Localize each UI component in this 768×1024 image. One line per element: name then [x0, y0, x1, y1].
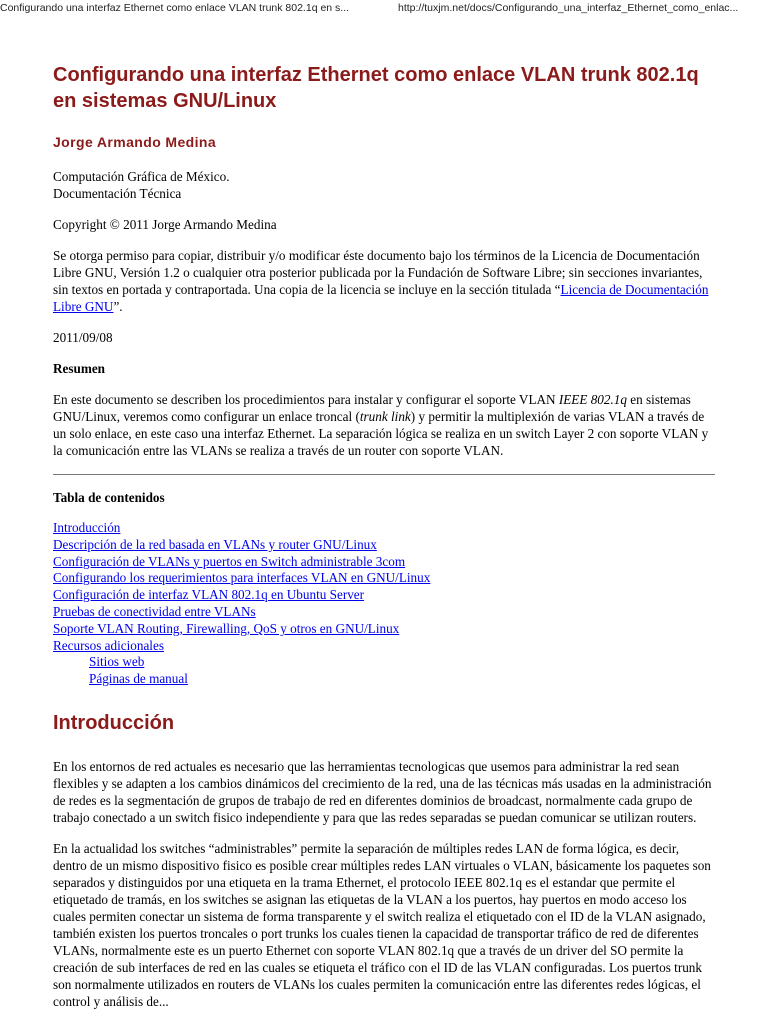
- document-date: 2011/09/08: [53, 330, 113, 345]
- abstract-paragraph: [53, 391, 715, 459]
- print-header: [0, 0, 768, 18]
- toc-link-descripcion-red[interactable]: Descripción de la red basada en VLANs y router GNU/Linux: [53, 536, 377, 552]
- toc-link-soporte-routing[interactable]: Soporte VLAN Routing, Firewalling, QoS y otros en GNU/Linux: [53, 620, 400, 636]
- table-of-contents: [53, 520, 715, 688]
- license-text: Se otorga permiso para copiar, distribuir y/o modificar éste documento bajo los términos de la Licencia de Documentación Libre GNU, Versión 1.2 o cualquier otra posterior publicada por la Fundación de Software Libre; sin secciones invariantes, sin textos en portada y contraportada. Una copia de la licencia se incluye en la sección titulada “: [53, 248, 703, 297]
- print-header-title: Configurando una interfaz Ethernet como enlace VLAN trunk 802.1q en s...: [0, 2, 350, 14]
- toc-link-requerimientos[interactable]: Configurando los requerimientos para interfaces VLAN en GNU/Linux: [53, 570, 431, 586]
- license-link[interactable]: Licencia de Documentación Libre GNU: [53, 282, 709, 314]
- abstract-text-3: ) y permitir la multiplexión de varias VLAN a través de un solo enlace, en este caso una interfaz Ethernet. La separación lógica se realiza en un switch Layer 2 con soporte VLAN y la comunicación entre las VLANs se realiza a través de un router con soporte VLAN.: [53, 409, 709, 458]
- affiliation: [53, 168, 715, 202]
- copyright: Copyright © 2011 Jorge Armando Medina: [53, 217, 277, 232]
- toc-link-pruebas[interactable]: Pruebas de conectividad entre VLANs: [53, 603, 256, 619]
- toc-link-interfaz-ubuntu[interactable]: Configuración de interfaz VLAN 802.1q en Ubuntu Server: [53, 587, 365, 603]
- toc-link-configuracion-switch[interactable]: Configuración de VLANs y puertos en Switch administrable 3com: [53, 553, 406, 569]
- toc-link-recursos[interactable]: Recursos adicionales: [53, 637, 164, 653]
- abstract-text-2: en sistemas GNU/Linux, veremos como configurar un enlace troncal (: [53, 392, 691, 424]
- toc-link-paginas-manual[interactable]: Páginas de manual: [89, 671, 188, 687]
- intro-paragraph-2: En la actualidad los switches “administrables” permite la separación de múltiples redes LAN de forma lógica, es decir, dentro de un mismo dispositivo fisico es posible crear múltiples redes LAN virtuales o VLAN, básicamente los paquetes son separados y distinguidos por una etiqueta en la trama Ethernet, el protocolo IEEE 802.1q es el estandar que permite el etiquetado de tramás, en los switches se asignan las etiquetas de la VLAN a los puertos, hay puertos en modo acceso los cuales permiten conectar un sistema de forma transparente y el switch realiza el etiquetado con el ID de la VLAN asignado, también existen los puertos troncales o port trunks los cuales tienen la capacidad de transportar tráfico de red de diferentes VLANs, normalmente este es un puerto Ethernet con soporte VLAN 802.1q que a través de un driver del SO permite la creación de sub interfaces de red en las cuales se etiqueta el tráfico con el ID de las VLAN configuradas. Los puertos trunk son normalmente utilizados en routers de VLANs los cuales permiten la comunicación entre las diferentes redes lógicas, el control y análisis de...: [53, 840, 711, 1009]
- affiliation-dept: Documentación Técnica: [53, 186, 182, 201]
- section-heading-introduccion: Introducción: [53, 711, 175, 734]
- document-title: Configurando una interfaz Ethernet como enlace VLAN trunk 802.1q en sistemas GNU/Linux: [53, 64, 699, 112]
- toc-link-introduccion[interactable]: Introducción: [53, 520, 121, 535]
- abstract-em-trunk: trunk link: [359, 409, 411, 424]
- abstract-em-ieee: IEEE 802.1q: [558, 392, 627, 407]
- toc-heading: Tabla de contenidos: [53, 490, 165, 505]
- toc-link-sitios-web[interactable]: Sitios web: [89, 654, 145, 670]
- license-paragraph: [53, 247, 715, 315]
- separator: [53, 474, 715, 475]
- intro-paragraph-1: En los entornos de red actuales es necesario que las herramientas tecnologicas que usemos para administrar la red sean flexibles y se adapten a los cambios dinámicos del crecimiento de la red, una de las técnicas más usadas en la administración de redes es la segmentación de grupos de trabajo de red en diferentes dominios de broadcast, normalmente cada grupo de trabajo conectado a un switch fisico independiente y para que las redes separadas se puedan comunicar se utilizan routers.: [53, 758, 712, 825]
- document-author: Jorge Armando Medina: [53, 134, 217, 150]
- license-end: ”.: [113, 299, 123, 314]
- abstract-heading: Resumen: [53, 361, 106, 376]
- print-header-url: http://tuxjm.net/docs/Configurando_una_interfaz_Ethernet_como_enlac...: [398, 2, 739, 14]
- affiliation-org: Computación Gráfica de México.: [53, 169, 230, 184]
- abstract-text-1: En este documento se describen los procedimientos para instalar y configurar el soporte VLAN: [53, 392, 559, 407]
- document-page: [53, 62, 715, 1010]
